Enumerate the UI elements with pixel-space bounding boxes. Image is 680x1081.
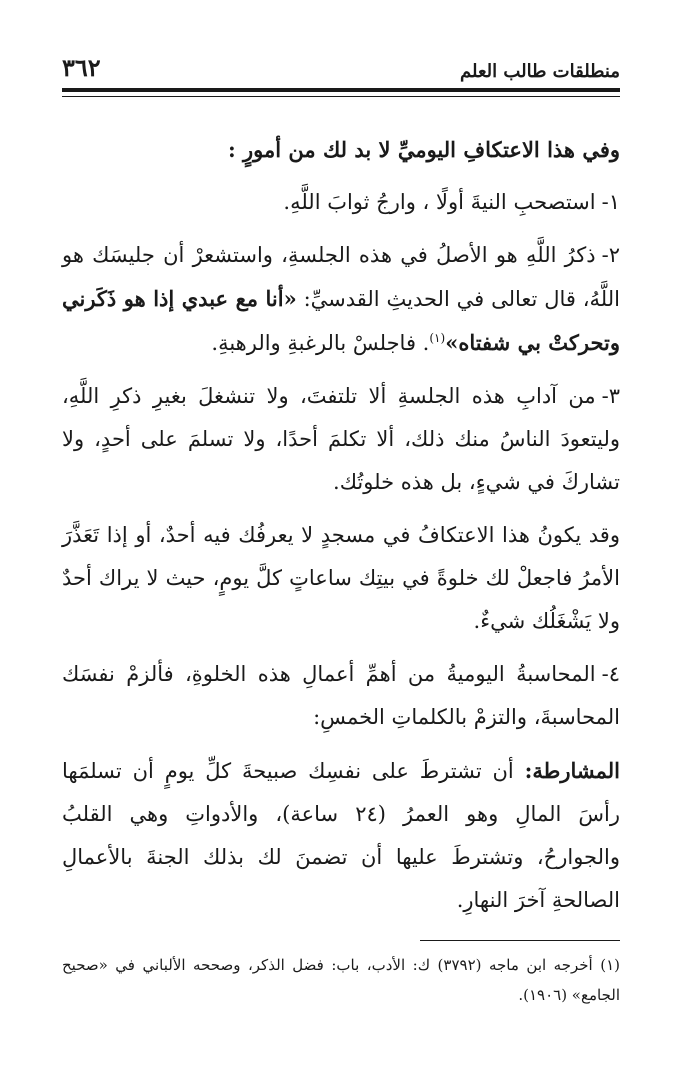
definition-text: أن تشترطَ على نفسِك صبيحةَ كلِّ يومٍ أن تسلمَها رأسَ المالِ وهو العمرُ (٢٤ ساعة)، والأدواتِ وهي القلبُ والجوارحُ، وتشترطَ عليها أن تضمنَ لك بذلك الجنةَ بالأعمالِ الصالحةِ آخرَ النهارِ.	[62, 759, 620, 912]
definition-paragraph	[62, 749, 620, 922]
list-item-number: ٢-	[601, 243, 620, 267]
header-rule-thick	[62, 88, 620, 92]
list-item-number: ٣-	[601, 384, 620, 408]
list-item-text: . فاجلسْ بالرغبةِ والرهبةِ.	[211, 331, 430, 355]
body-text	[62, 128, 620, 932]
list-item-number: ٤-	[601, 662, 620, 686]
footnote-rule	[420, 940, 620, 941]
list-item-4	[62, 653, 620, 739]
header-rule-thin	[62, 96, 620, 97]
list-item-2	[62, 234, 620, 365]
definition-term: المشارطة:	[524, 758, 620, 783]
footnote-reference: (١)	[429, 331, 446, 345]
list-item-text: من آدابِ هذه الجلسةِ ألا تلتفتَ، ولا تنشغلَ بغيرِ ذكرِ اللَّهِ، وليتعودَ الناسُ منك ذلك، ألا تكلمَ أحدًا، ولا تسلمَ على أحدٍ، ولا تشاركَ في شيءٍ، بل هذه خلوتُك.	[62, 384, 620, 494]
intro-paragraph: وفي هذا الاعتكافِ اليوميِّ لا بد لك من أمورٍ :	[227, 137, 620, 162]
numbered-list	[62, 181, 620, 504]
list-item-text: المحاسبةُ اليوميةُ من أهمِّ أعمالِ هذه الخلوةِ، فألزمْ نفسَك المحاسبةَ، والتزمْ بالكلماتِ الخمسِ:	[62, 662, 620, 729]
list-item-number: ١-	[601, 190, 620, 214]
list-item-text: استصحبِ النيةَ أولًا ، وارجُ ثوابَ اللَّهِ.	[283, 190, 596, 214]
list-item-text: ذكرُ اللَّهِ هو الأصلُ في هذه الجلسةِ، واستشعرْ أن جليسَك هو اللَّهُ، قال تعالى في الحديثِ القدسيِّ:	[62, 243, 620, 311]
middle-paragraph: وقد يكونُ هذا الاعتكافُ في مسجدٍ لا يعرفُك فيه أحدٌ، أو إذا تَعَذَّرَ الأمرُ فاجعلْ لك خلوةً في بيتِك ساعاتٍ كلَّ يومٍ، حيث لا يراك أحدٌ ولا يَشْغَلُك شيءٌ.	[62, 523, 620, 633]
footnote-text: أخرجه ابن ماجه (٣٧٩٢) ك: الأدب، باب: فضل الذكر، وصححه الألباني في «صحيح الجامع» (١٩٠٦).	[62, 956, 620, 1004]
list-item-3	[62, 375, 620, 504]
running-head	[62, 52, 620, 82]
book-title: منطلقات طالب العلم	[460, 61, 620, 82]
footnote-marker: (١)	[600, 956, 620, 974]
footnote	[62, 950, 620, 1010]
hadith-quote: «أنا مع عبدي إذا هو ذَكَرني وتحركتْ بي شفتاه»	[62, 286, 620, 355]
list-item-1	[62, 181, 620, 224]
page-number: ٣٦٢	[62, 53, 101, 82]
